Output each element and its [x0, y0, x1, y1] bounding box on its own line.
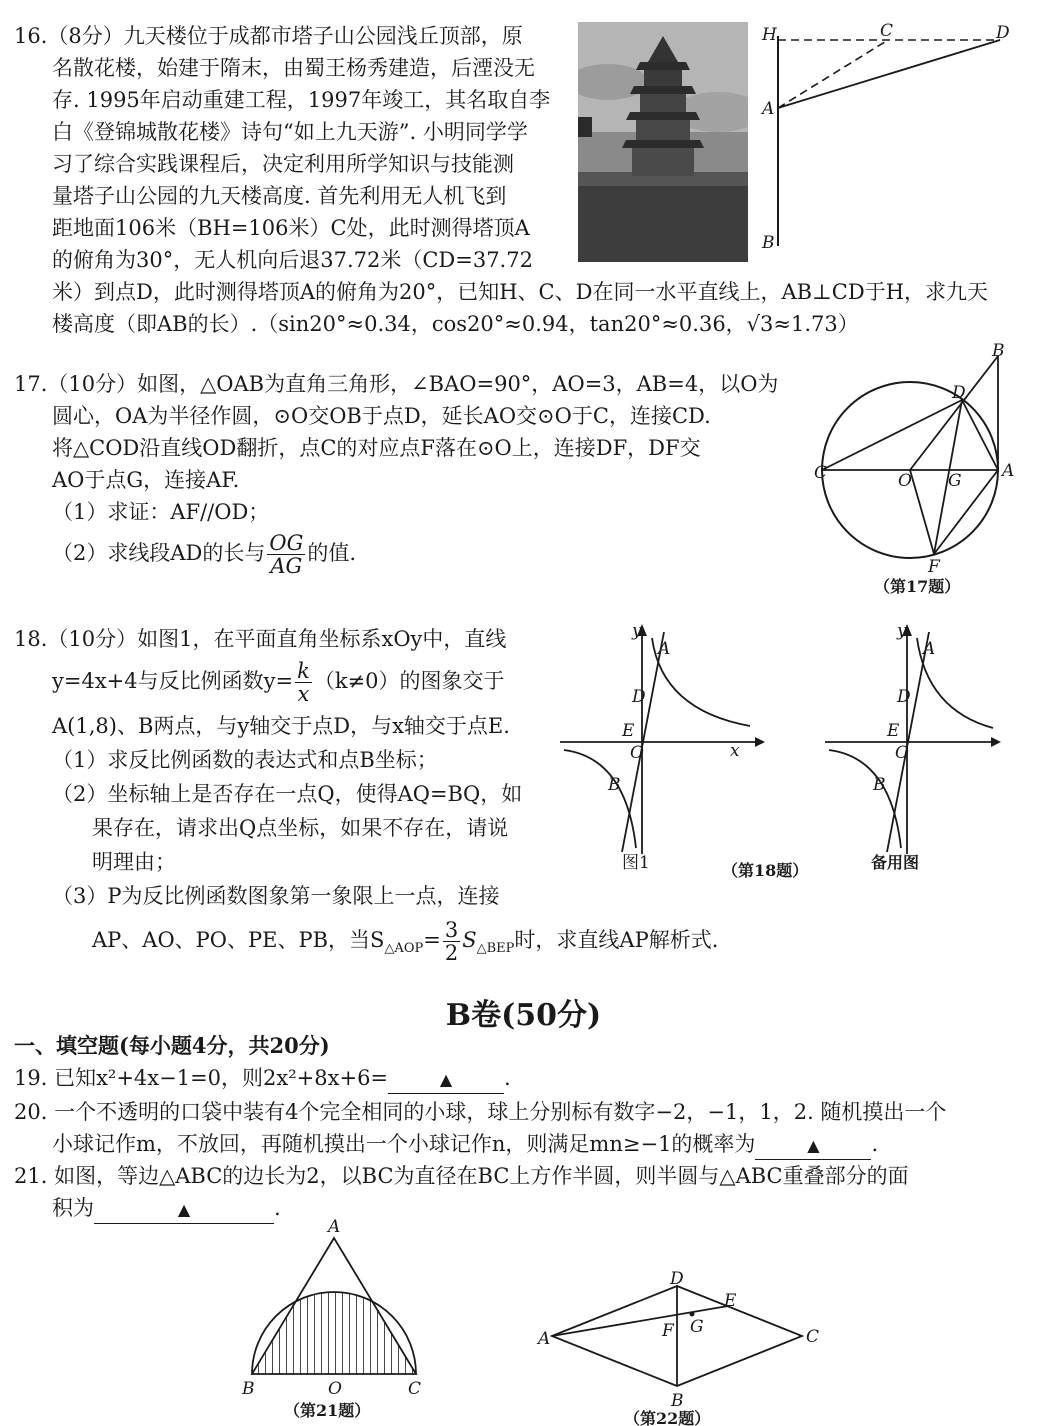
q19-text: 19. 已知x²+4x−1=0，则2x²+8x+6= [14, 1066, 389, 1090]
label-F: F [662, 1321, 674, 1341]
fraction-denominator: x [297, 682, 310, 706]
q17-part2-before: （2）求线段AD的长与 [52, 541, 266, 565]
label-D: D [897, 687, 911, 707]
label-B: B [608, 775, 621, 795]
q21-line1: 21. 如图，等边△ABC的边长为2，以BC为直径在BC上方作半圆，则半圆与△ABC重叠部分的面 [14, 1164, 909, 1188]
part-heading: 一、填空题(每小题4分，共20分) [14, 1033, 330, 1058]
q16-line: 白《登锦城散花楼》诗句“如上九天游”. 小明同学学 [52, 120, 528, 144]
q18-part2: （2）坐标轴上是否存在一点Q，使得AQ=BQ，如 [52, 782, 523, 806]
label-G: G [948, 471, 962, 491]
q18-part2: 果存在，请求出Q点坐标，如果不存在，请说 [92, 816, 509, 840]
q18-part3: （3）P为反比例函数图象第一象限上一点，连接 [52, 884, 500, 908]
q16-line: 的俯角为30°，无人机向后退37.72米（CD=37.72 [52, 248, 533, 272]
q22-caption: （第22题） [624, 1409, 711, 1426]
q21-caption: （第21题） [284, 1401, 371, 1420]
answer-triangle-icon: ▲ [177, 1200, 191, 1219]
q18-part3-line2 [14, 918, 719, 966]
fraction-k-over-x [295, 660, 312, 705]
q20-line2-text: 小球记作m，不放回，再随机摸出一个小球记作n，则满足mn≥−1的概率为 [52, 1132, 756, 1156]
question-21 [14, 1160, 909, 1224]
q16-figure [760, 20, 1020, 260]
label-B: B [992, 341, 1005, 361]
label-x: x [730, 741, 740, 761]
fraction-denominator: AG [270, 554, 303, 578]
q22-figure [532, 1266, 832, 1426]
question-16-text [14, 20, 574, 276]
label-G: G [690, 1317, 704, 1337]
label-D: D [670, 1269, 684, 1289]
s-symbol: S [462, 928, 477, 952]
q19-blank [388, 1065, 504, 1094]
q18-figure-1 [560, 620, 770, 890]
label-E: E [622, 721, 635, 741]
label-A: A [658, 639, 671, 659]
subscript-aop: △AOP [384, 941, 424, 957]
label-B: B [242, 1379, 255, 1399]
question-19 [14, 1062, 511, 1094]
tower-photo [578, 22, 748, 262]
q16-line: 名散花楼，始建于隋末，由蜀王杨秀建造，后湮没无 [52, 56, 535, 80]
fraction-og-ag [267, 532, 305, 577]
label-B: B [762, 233, 775, 253]
q16-line: 楼高度（即AB的长）.（sin20°≈0.34，cos20°≈0.94，tan20°≈0.36，√3≈1.73） [52, 312, 859, 336]
q18-part3-before: AP、AO、PO、PE、PB，当S [92, 928, 385, 952]
q20-end: . [871, 1132, 879, 1156]
label-O: O [328, 1379, 342, 1399]
q16-line: 距地面106米（BH=106米）C处，此时测得塔顶A [52, 216, 530, 240]
label-C: C [408, 1379, 422, 1399]
q17-figure [812, 340, 1037, 600]
label-D: D [952, 383, 966, 403]
label-A: A [762, 99, 775, 119]
q16-line: 存. 1995年启动重建工程，1997年竣工，其名取自李 [52, 88, 551, 112]
q16-line: 量塔子山公园的九天楼高度. 首先利用无人机飞到 [52, 184, 507, 208]
equals: = [423, 928, 441, 952]
q17-part2 [14, 532, 804, 577]
q17-line: 圆心，OA为半径作圆，⊙O交OB于点D，延长AO交⊙O于C，连接CD. [52, 404, 711, 428]
fraction-denominator: 2 [444, 941, 459, 965]
label-O: O [895, 743, 909, 763]
question-20 [14, 1096, 946, 1160]
q17-line: AO于点G，连接AF. [52, 468, 240, 492]
q21-figure [230, 1216, 440, 1421]
q20-blank [755, 1131, 871, 1160]
label-E: E [887, 721, 900, 741]
q18-line3: A(1,8)、B两点，与y轴交于点D，与x轴交于点E. [52, 714, 510, 738]
q18-part3-after: 时，求直线AP解析式. [514, 928, 719, 952]
label-F: F [928, 557, 940, 577]
q21-line2-text: 积为 [52, 1196, 94, 1220]
q20-line1: 20. 一个不透明的口袋中装有4个完全相同的小球，球上分别标有数字−2，−1，1，2. 随机摸出一个 [14, 1100, 947, 1124]
q17-part1: （1）求证：AF//OD； [52, 500, 270, 524]
label-A: A [923, 639, 936, 659]
label-y: y [632, 621, 642, 641]
answer-triangle-icon: ▲ [439, 1070, 453, 1089]
answer-triangle-icon: ▲ [807, 1136, 820, 1155]
label-D: D [632, 687, 646, 707]
fig1-caption: 图1 [622, 853, 650, 873]
q20-line2 [14, 1128, 946, 1160]
label-y: y [897, 621, 907, 641]
label-C: C [880, 21, 894, 41]
q17-line: 将△COD沿直线OD翻折，点C的对应点F落在⊙O上，连接DF，DF交 [52, 436, 701, 460]
label-E: E [724, 1291, 737, 1311]
label-A: A [328, 1217, 341, 1237]
q18-line2-after: （k≠0）的图象交于 [313, 669, 505, 693]
question-16-text-wide [52, 276, 1042, 340]
q16-line: 米）到点D，此时测得塔顶A的俯角为20°，已知H、C、D在同一水平直线上，AB⊥CD于H，求九天 [52, 280, 989, 304]
q17-caption: （第17题） [874, 577, 961, 596]
q21-line2 [14, 1192, 909, 1224]
q18-part1: （1）求反比例函数的表达式和点B坐标； [52, 748, 438, 772]
q18-line2-before: y=4x+4与反比例函数y= [52, 669, 294, 693]
q18-caption: （第18题） [722, 861, 809, 880]
q21-end: . [274, 1196, 281, 1220]
fraction-numerator: k [297, 659, 310, 683]
label-C: C [814, 463, 828, 483]
label-C: C [806, 1327, 820, 1347]
label-A: A [1002, 461, 1015, 481]
q17-line: 17.（10分）如图，△OAB为直角三角形，∠BAO=90°，AO=3，AB=4，以O为 [14, 372, 779, 396]
fraction-numerator: OG [269, 531, 304, 555]
q18-part2: 明理由； [92, 850, 176, 874]
fraction-3-over-2 [443, 919, 460, 964]
label-O: O [898, 471, 912, 491]
q18-line1: 18.（10分）如图1，在平面直角坐标系xOy中，直线 [14, 627, 507, 651]
fraction-numerator: 3 [444, 918, 459, 942]
label-D: D [996, 23, 1010, 43]
section-b-title: B卷(50分) [445, 998, 602, 1033]
q19-end: . [504, 1066, 511, 1090]
subscript-bep: △BEP [476, 941, 515, 957]
label-B: B [873, 775, 886, 795]
label-A: A [538, 1329, 551, 1349]
q18-line2 [14, 660, 594, 705]
q16-line: 习了综合实践课程后，决定利用所学知识与技能测 [52, 152, 514, 176]
spare-caption: 备用图 [871, 853, 920, 872]
q17-part2-after: 的值. [307, 541, 357, 565]
label-O: O [630, 743, 644, 763]
tower-illustration [578, 22, 748, 262]
label-H: H [762, 25, 777, 45]
q16-line: 16.（8分）九天楼位于成都市塔子山公园浅丘顶部，原 [14, 24, 523, 48]
label-B: B [671, 1391, 684, 1411]
question-17-text [14, 368, 804, 577]
question-18-text [14, 622, 719, 966]
q18-spare-figure [825, 620, 1035, 890]
